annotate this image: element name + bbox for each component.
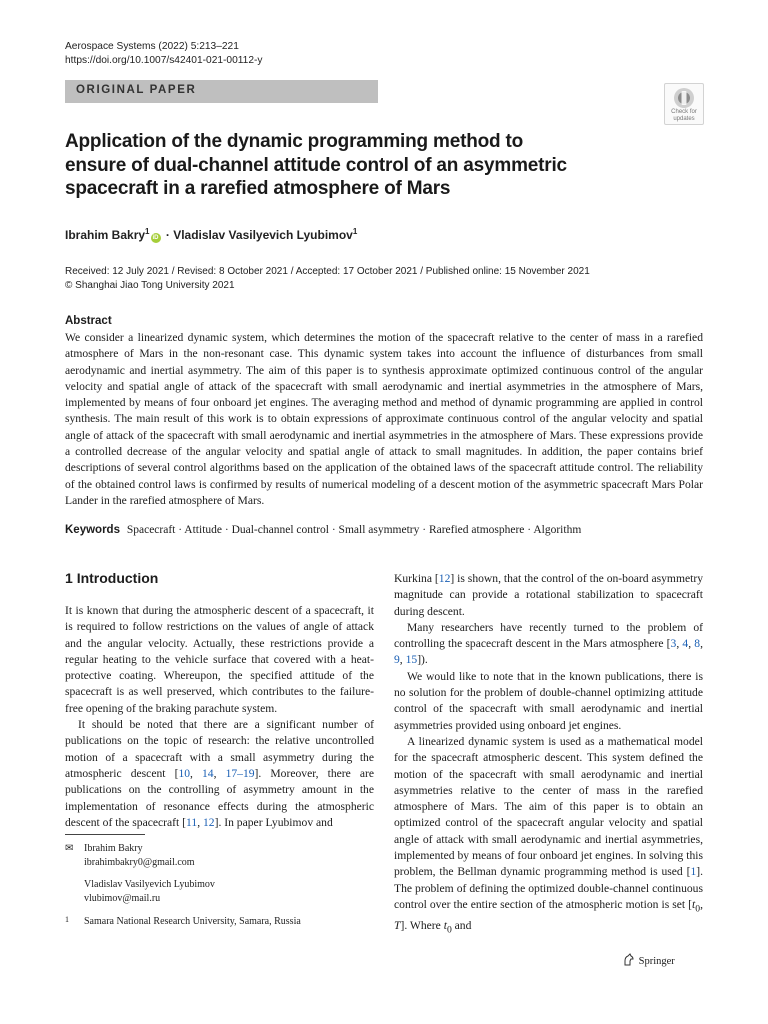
journal-header — [65, 40, 262, 68]
dates-line: Received: 12 July 2021 / Revised: 8 October 2021 / Accepted: 17 October 2021 / Published online: 15 November 2021 — [65, 266, 590, 277]
affiliation-marker: 1 — [145, 227, 150, 236]
citation-link[interactable]: 10 — [178, 766, 191, 780]
affiliation-marker: 1 — [352, 227, 358, 236]
paragraph: Kurkina [12] is shown, that the control of the on-board asymmetry magnitude can provide a rotational stabilization to spacecraft during descent. — [394, 572, 703, 618]
coauthor-name: Vladislav Vasilyevich Lyubimov — [84, 879, 215, 890]
crossmark-icon — [673, 87, 695, 109]
journal-citation: Aerospace Systems (2022) 5:213–221 — [65, 41, 239, 52]
citation-link[interactable]: 3 — [670, 637, 677, 651]
keywords-list: Spacecraft · Attitude · Dual-channel control · Small asymmetry · Rarefied atmosphere · Algorithm — [126, 524, 582, 536]
article-type-label: ORIGINAL PAPER — [76, 84, 197, 96]
publisher-name: Springer — [638, 956, 675, 967]
affiliation-number: 1 — [65, 915, 69, 924]
check-for-updates-badge[interactable] — [664, 83, 704, 125]
article-type-banner — [65, 80, 378, 103]
article-title: Application of the dynamic programming method to ensure of dual-channel attitude control of an asymmetric spacecraft in a rarefied atmosphere of Mars — [65, 131, 567, 199]
abstract-text: We consider a linearized dynamic system, which determines the motion of the spacecraft relative to the center of mass in a rarefied atmosphere of Mars in the non-resonant case. This dynamic system takes into account the influence of disturbances from small aerodynamic and inertial asymmetry. The aim of this paper is to synthesis approximate optimized continuous control of the angular velocity and spatial angle of attack of the spacecraft with small aerodynamic and inertial asymmetries in the atmosphere of Mars, implemented by means of four onboard jet engines. The averaging method and method of dynamic programming are applied in control synthesis. The main result of this work is to obtain expressions of approximate continuous control of the angular velocity and spatial angle of attack of the spacecraft with small aerodynamic and inertial asymmetries in the atmosphere of Mars. These expressions provide a controlled decrease of the angular velocity and spatial angle of attack to small magnitudes. In addition, the paper contains brief descriptions of several control algorithms based on the application of the obtained laws of the spacecraft attitude control. The reliability of the obtained control laws is confirmed by results of numerical modeling of a descent motion of the asymmetric spacecraft Mars Polar Lander in the rarefied atmosphere of Mars. — [65, 331, 703, 507]
envelope-icon: ✉ — [65, 843, 74, 854]
section-title: Introduction — [76, 570, 159, 586]
publisher-mark — [622, 953, 675, 967]
author-separator: · — [165, 228, 170, 242]
citation-link[interactable]: 12 — [203, 815, 215, 829]
affiliation: Samara National Research University, Samara, Russia — [84, 916, 301, 927]
author-list — [65, 227, 357, 243]
doi-link[interactable]: https://doi.org/10.1007/s42401-021-00112-y — [65, 55, 263, 66]
author-name[interactable]: Vladislav Vasilyevich Lyubimov — [173, 228, 353, 242]
paragraph: It is known that during the atmospheric descent of a spacecraft, it is required to follow restrictions on the values of angle of attack and the angular velocity. Actually, these restrictions provide a regular heating to the vehicle surface that covered with a heat-protective coating. Whereupon, the specified attitude of the spacecraft is as well preserved, which contributes to the failure-free opening of the braking parachute system. — [65, 604, 374, 715]
footnote-rule — [65, 834, 145, 835]
orcid-icon[interactable]: iD — [152, 235, 159, 241]
corresponding-author-name: Ibrahim Bakry — [84, 843, 143, 854]
citation-link[interactable]: 1 — [690, 865, 697, 879]
email-link[interactable]: vlubimov@mail.ru — [84, 893, 161, 904]
citation-link[interactable]: 17–19 — [225, 766, 255, 780]
publication-history — [65, 265, 590, 293]
check-for-updates-label: Check for updates — [671, 109, 697, 122]
springer-horse-icon — [622, 953, 636, 967]
paragraph: We would like to note that in the known publications, there is no solution for the problem of double-channel optimizing attitude control of the spacecraft with small aerodynamic and inertial asymmetries provided using onboard jet engines. — [394, 669, 703, 732]
author-name[interactable]: Ibrahim Bakry — [65, 228, 146, 242]
citation-link[interactable]: 14 — [202, 766, 214, 780]
keywords — [65, 524, 581, 536]
email-link[interactable]: ibrahimbakry0@gmail.com — [84, 857, 195, 868]
citation-link[interactable]: 15 — [405, 653, 418, 667]
keywords-label: Keywords — [65, 524, 120, 536]
citation-link[interactable]: 8 — [694, 637, 701, 651]
correspondence — [84, 842, 215, 906]
citation-link[interactable]: 9 — [394, 653, 400, 667]
body-column-left — [65, 603, 374, 831]
paragraph: A linearized dynamic system is used as a mathematical model for the spacecraft atmospheric descent. This system defined the motion of the spacecraft with small aerodynamic and inertial asymmetries relative to the center of mass in the rarefied atmosphere of Mars. The aim of this paper is to obtain an optimized control of the spacecraft angular velocity and spatial angle of attack with small aerodynamic and inertial asymmetries, implemented by means of four onboard jet engines. In solving this problem, the Bellman dynamic programming method is used [1]. The problem of defining the optimized double-channel continuous control over the entire section of the atmospheric motion is set [$t_0$, T]. Where $t_0$ and — [394, 734, 703, 935]
paragraph: It should be noted that there are a significant number of publications on the topic of research: the relative uncontrolled motion of a spacecraft with a small asymmetry during the atmospheric descent [10, 14, 17–19]. Moreover, there are publications on the controlling of asymmetry amount in the implementation of resonance effects during the atmospheric descent of the spacecraft [11, 12]. In paper Lyubimov and — [65, 718, 374, 829]
body-column-right — [394, 571, 703, 938]
abstract-heading: Abstract — [65, 315, 112, 327]
paragraph: Many researchers have recently turned to the problem of controlling the spacecraft descent in the Mars atmosphere [3, 4, 8, 9, 15]). — [394, 620, 703, 667]
section-number: 1 — [65, 570, 73, 586]
citation-link[interactable]: 4 — [682, 637, 689, 651]
citation-link[interactable]: 12 — [438, 572, 451, 585]
citation-link[interactable]: 11 — [186, 815, 198, 829]
copyright-line: © Shanghai Jiao Tong University 2021 — [65, 280, 235, 291]
section-heading — [65, 570, 158, 586]
